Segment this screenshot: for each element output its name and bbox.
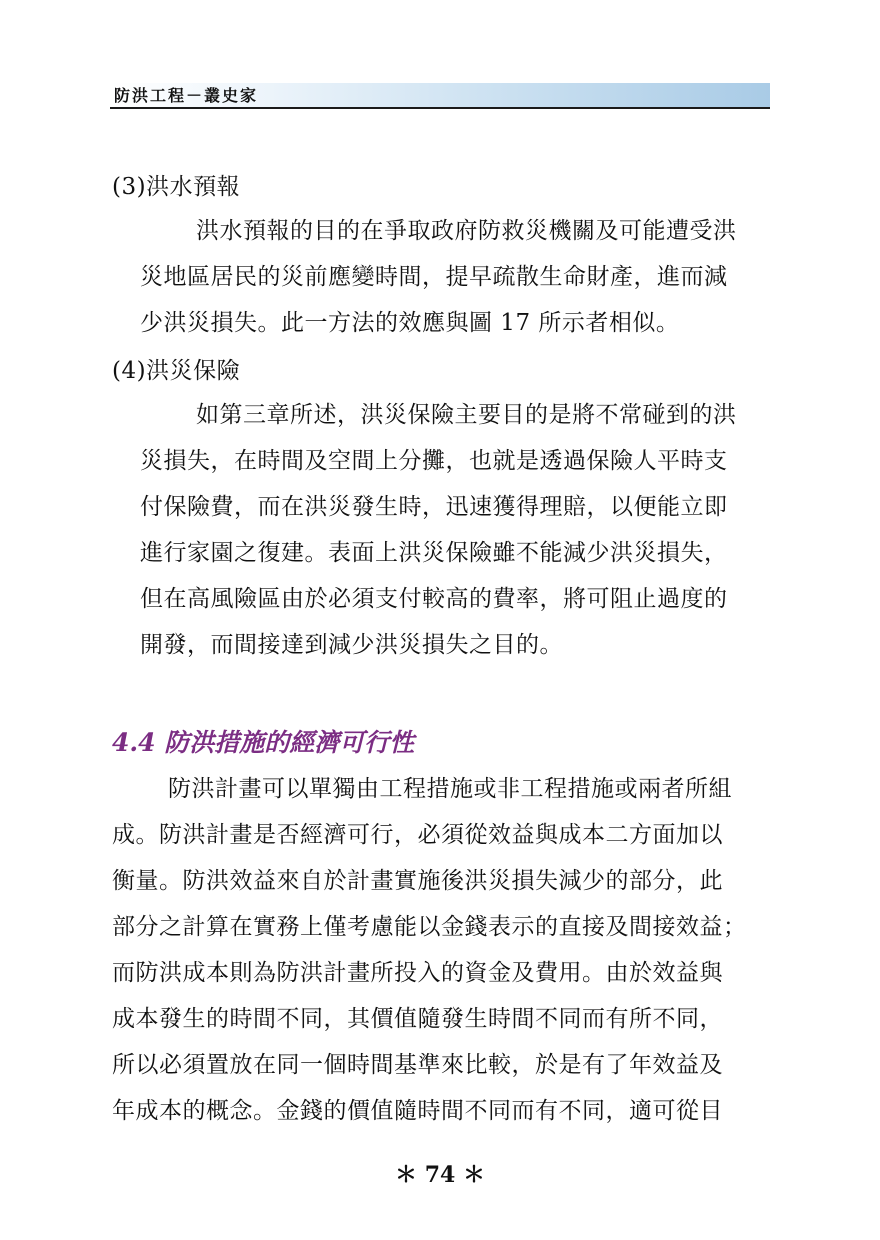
paragraph-line: 但在高風險區由於必須支付較高的費率，將可阻止過度的 [140, 586, 728, 612]
paragraph-line: 如第三章所述，洪災保險主要目的是將不常碰到的洪 [196, 402, 737, 428]
header-rule [110, 107, 770, 109]
page-number: ＊ 74 ＊ [395, 1162, 485, 1188]
paragraph-line: 年成本的概念。金錢的價值隨時間不同而有不同，適可從目 [112, 1098, 723, 1124]
paragraph-line: 進行家園之復建。表面上洪災保險雖不能減少洪災損失， [140, 540, 728, 566]
paragraph-line: 防洪計畫可以單獨由工程措施或非工程措施或兩者所組 [168, 776, 732, 802]
section-heading: 4.4 防洪措施的經濟可行性 [112, 728, 415, 757]
paragraph-line: 成。防洪計畫是否經濟可行，必須從效益與成本二方面加以 [112, 822, 723, 848]
paragraph-line: 部分之計算在實務上僅考慮能以金錢表示的直接及間接效益； [112, 914, 747, 940]
paragraph-line: 開發，而間接達到減少洪災損失之目的。 [140, 632, 563, 658]
subsection-label-flood-insurance: (4)洪災保險 [112, 358, 241, 384]
paragraph-line: 衡量。防洪效益來自於計畫實施後洪災損失減少的部分，此 [112, 868, 723, 894]
running-header-title: 防洪工程－叢史家 [114, 86, 259, 105]
paragraph-line: 成本發生的時間不同，其價值隨發生時間不同而有所不同， [112, 1006, 723, 1032]
paragraph-line: 付保險費，而在洪災發生時，迅速獲得理賠，以便能立即 [140, 494, 728, 520]
paragraph-line: 災地區居民的災前應變時間，提早疏散生命財產，進而減 [140, 264, 728, 290]
paragraph-line: 洪水預報的目的在爭取政府防救災機關及可能遭受洪 [196, 218, 737, 244]
paragraph-line: 災損失，在時間及空間上分攤，也就是透過保險人平時支 [140, 448, 728, 474]
subsection-label-flood-forecast: (3)洪水預報 [112, 174, 241, 200]
paragraph-line: 少洪災損失。此一方法的效應與圖 17 所示者相似。 [140, 310, 680, 336]
paragraph-line: 所以必須置放在同一個時間基準來比較，於是有了年效益及 [112, 1052, 723, 1078]
paragraph-line: 而防洪成本則為防洪計畫所投入的資金及費用。由於效益與 [112, 960, 723, 986]
